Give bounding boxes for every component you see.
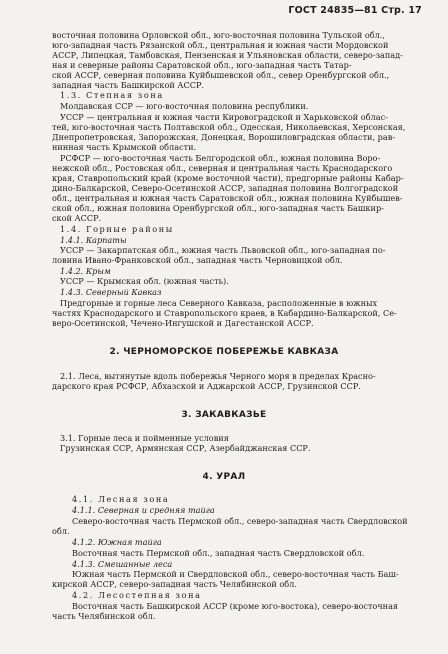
text-line: ской АССР, северная половина Куйбышевской обл., север Оренбургской обл., (52, 70, 390, 80)
chapter-heading-2: 2. ЧЕРНОМОРСКОЕ ПОБЕРЕЖЬЕ КАВКАЗА (109, 347, 339, 357)
text-line: юго-западная часть Рязанской обл., центральная и южная части Мордовской (52, 40, 389, 50)
text-line: Днепропетровская, Запорожская, Донецкая, Ворошиловградская области, рав- (52, 132, 396, 142)
text-line: УССР — Крымская обл. (южная часть). (60, 276, 229, 286)
text-line: западная часть Башкирской АССР. (52, 80, 204, 90)
text-line: частях Краснодарского и Ставропольского краев, в Кабардино-Балкарской, Се- (52, 308, 397, 318)
subsection-heading-4-1-2: 4.1.2. Южная тайга (72, 537, 162, 547)
page-header: ГОСТ 24835—81 Стр. 17 (288, 5, 422, 16)
text-line: Восточная часть Пермской обл., западная часть Свердловской обл. (72, 548, 365, 558)
text-line: ловина Ивано-Франковской обл., западная часть Черновицкой обл. (52, 255, 343, 265)
text-line: нинная часть Крымской области. (52, 142, 197, 152)
text-line: ная и северные районы Саратовской обл., юго-западная часть Татар- (52, 60, 352, 70)
text-line: Северо-восточная часть Пермской обл., северо-западная часть Свердловской (72, 516, 408, 526)
text-line: тей, юго-восточная часть Полтавской обл., Одесская, Николаевская, Херсонская, (52, 122, 406, 132)
subsection-heading-4-1-1: 4.1.1. Северная и средняя тайга (72, 505, 215, 515)
subsection-heading-1-4-2: 1.4.2. Крым (60, 266, 111, 276)
text-line: УССР — Закарпатская обл., южная часть Львовской обл., юго-западная по- (60, 245, 386, 255)
text-line: 2.1. Леса, вытянутые вдоль побережья Черного моря в пределах Красно- (60, 371, 376, 381)
section-heading-4-1: 4.1. Лесная зона (72, 494, 170, 504)
text-line: края, Ставропольский край (кроме восточной части), предгорные районы Кабар- (52, 173, 404, 183)
text-line: УССР — центральная и южная части Кировоградской и Харьковской облас- (60, 112, 388, 122)
text-line: Молдавская ССР — юго-восточная половина республики. (60, 101, 309, 111)
subsection-heading-1-4-3: 1.4.3. Северный Кавказ (60, 287, 162, 297)
subsection-heading-1-4-1: 1.4.1. Карпаты (60, 235, 127, 245)
text-line: АССР, Липецкая, Тамбовская, Пензенская и Ульяновская области, северо-запад- (52, 50, 403, 60)
text-line: Южная часть Пермской и Свердловской обл., северо-восточная часть Баш- (72, 569, 399, 579)
text-line: восточная половина Орловской обл., юго-восточная половина Тульской обл., (52, 30, 385, 40)
chapter-heading-3: 3. ЗАКАВКАЗЬЕ (181, 410, 267, 420)
text-line: часть Челябинской обл. (52, 611, 156, 621)
text-line: ской АССР. (52, 213, 102, 223)
text-line: кирской АССР, северо-западная часть Челябинской обл. (52, 579, 297, 589)
text-line: Предгорные и горные леса Северного Кавказа, расположенные в южных (60, 298, 378, 308)
chapter-heading-4: 4. УРАЛ (202, 472, 246, 482)
text-line: Грузинская ССР, Армянская ССР, Азербайджанская ССР. (60, 443, 311, 453)
text-line: нежской обл., Ростовская обл., северная и центральная часть Краснодарского (52, 163, 393, 173)
section-heading-1-3: 1.3. Степная зона (60, 90, 164, 100)
text-line: Восточная часть Башкирской АССР (кроме юго-востока), северо-восточная (72, 601, 399, 611)
subsection-heading-4-1-3: 4.1.3. Смешанные леса (72, 559, 173, 569)
text-line: дарского края РСФСР, Абхазской и Аджарской АССР, Грузинской ССР. (52, 381, 361, 391)
section-heading-3-1: 3.1. Горные леса и пойменные условия (60, 433, 229, 443)
text-line: обл., центральная и южная часть Саратовской обл., южная половина Куйбышев- (52, 193, 403, 203)
text-line: обл. (52, 526, 70, 536)
text-line: ской обл., южная половина Оренбургской обл., юго-западная часть Башкир- (52, 203, 384, 213)
text-line: дино-Балкарской, Северо-Осетинской АССР, западная половина Волгоградской (52, 183, 399, 193)
text-line: веро-Осетинской, Чечено-Ингушской и Дагестанской АССР. (52, 318, 314, 328)
text-line: РСФСР — юго-восточная часть Белгородской обл., южная половина Воро- (60, 153, 381, 163)
section-heading-4-2: 4.2. Лесостепная зона (72, 590, 202, 600)
section-heading-1-4: 1.4. Горные районы (60, 224, 174, 234)
